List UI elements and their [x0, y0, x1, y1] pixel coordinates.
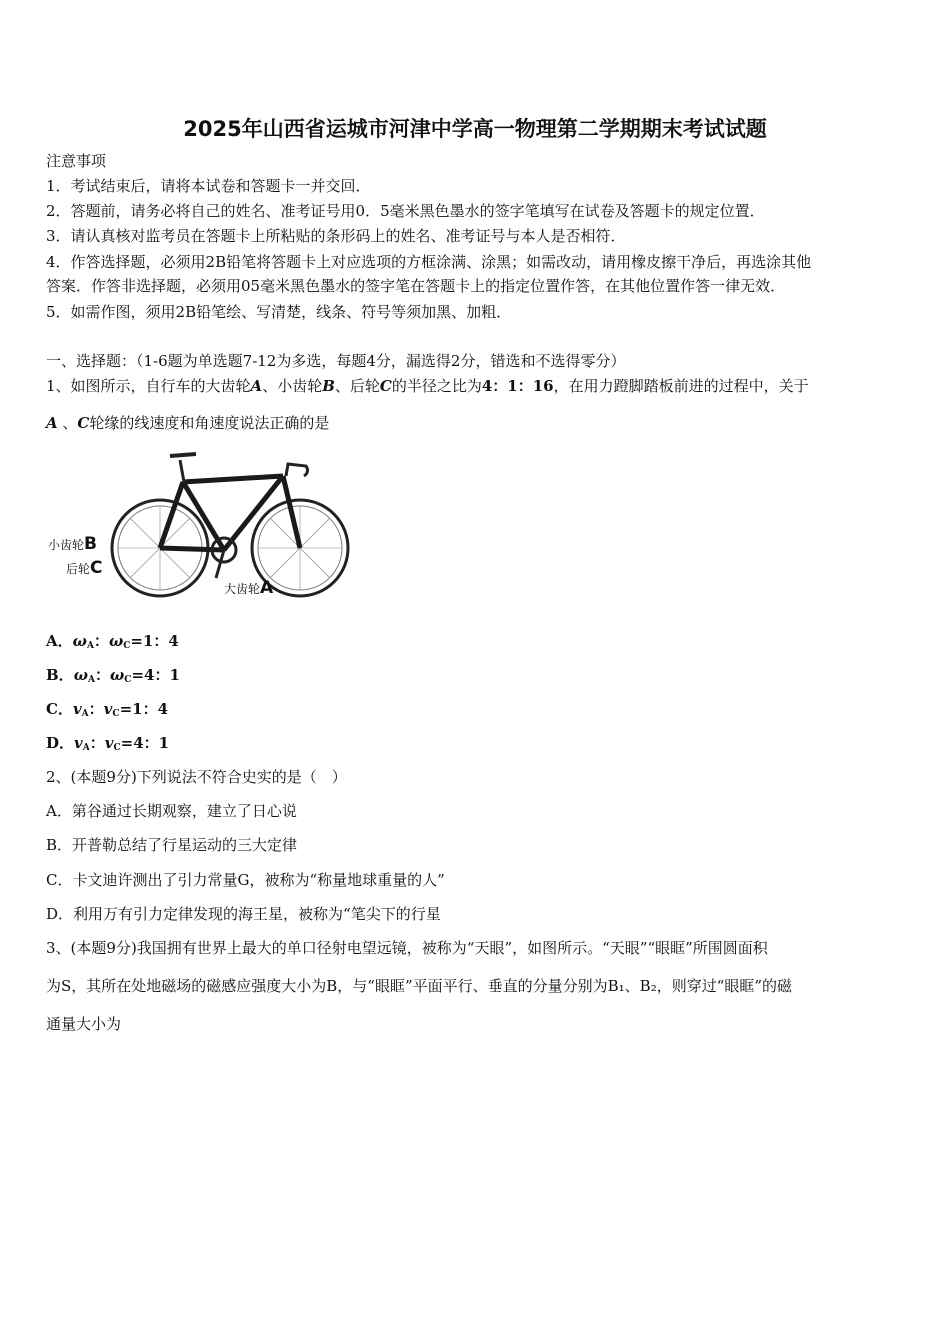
notice-item: 5．如需作图，须用2B铅笔绘、写清楚，线条、符号等须加黑、加粗．	[46, 303, 512, 321]
notice-item: 1．考试结束后，请将本试卷和答题卡一并交回．	[46, 177, 371, 195]
q1-stem-line1: 1、如图所示，自行车的大齿轮A、小齿轮B、后轮C的半径之比为4：1：16，在用力蹬脚踏板前进的过程中，关于	[46, 377, 809, 395]
q2-option-b[interactable]: B．开普勒总结了行星运动的三大定律	[46, 836, 298, 854]
q2-option-a[interactable]: A．第谷通过长期观察，建立了日心说	[46, 802, 297, 820]
small-gear-label: 小齿轮B	[48, 534, 97, 554]
notice-item: 答案．作答非选择题，必须用05毫米黑色墨水的签字笔在答题卡上的指定位置作答，在其他位置作答一律无效．	[46, 277, 786, 295]
notice-item: 2．答题前，请务必将自己的姓名、准考证号用0．5毫米黑色墨水的签字笔填写在试卷及答题卡的规定位置．	[46, 202, 765, 220]
bicycle-figure	[48, 446, 358, 604]
q2-option-d[interactable]: D．利用万有引力定律发现的海王星，被称为“笔尖下的行星	[46, 905, 441, 923]
rear-wheel-label: 后轮C	[66, 558, 103, 578]
notice-heading: 注意事项	[46, 152, 107, 170]
big-gear-label: 大齿轮A	[224, 578, 274, 598]
q3-stem-line3: 通量大小为	[46, 1015, 122, 1033]
notice-item: 4．作答选择题，必须用2B铅笔将答题卡上对应选项的方框涂满、涂黑；如需改动，请用橡皮擦干净后，再选涂其他	[46, 253, 812, 271]
q1-option-d[interactable]: D．$v_A$：$v_C=4$：1	[46, 734, 170, 753]
q1-option-b[interactable]: B．$\omega_A$：$\omega_C=4$：1	[46, 666, 180, 685]
section-heading: 一、选择题：（1-6题为单选题7-12为多选，每题4分，漏选得2分，错选和不选得零分）	[46, 352, 626, 370]
q3-stem-line1: 3、(本题9分)我国拥有世界上最大的单口径射电望远镜，被称为“天眼”，如图所示。“天眼”“眼眶”所围圆面积	[46, 939, 768, 957]
q2-option-c[interactable]: C．卡文迪许测出了引力常量G，被称为“称量地球重量的人”	[46, 871, 445, 889]
q2-stem: 2、(本题9分)下列说法不符合史实的是（ ）	[46, 768, 347, 786]
q1-option-a[interactable]: A．$\omega_A$：$\omega_C=1$：4	[46, 632, 179, 651]
q1-stem-line2: A 、C轮缘的线速度和角速度说法正确的是	[46, 414, 330, 432]
q3-stem-line2: 为S，其所在处地磁场的磁感应强度大小为B，与“眼眶”平面平行、垂直的分量分别为B₁、B₂，则穿过“眼眶”的磁	[46, 977, 793, 995]
q1-option-c[interactable]: C．$v_A$：$v_C=1$：4	[46, 700, 169, 719]
notice-item: 3．请认真核对监考员在答题卡上所粘贴的条形码上的姓名、准考证号与本人是否相符．	[46, 227, 626, 245]
page-title: 2025年山西省运城市河津中学高一物理第二学期期末考试试题	[183, 117, 767, 141]
bicycle-drawing	[48, 446, 358, 604]
